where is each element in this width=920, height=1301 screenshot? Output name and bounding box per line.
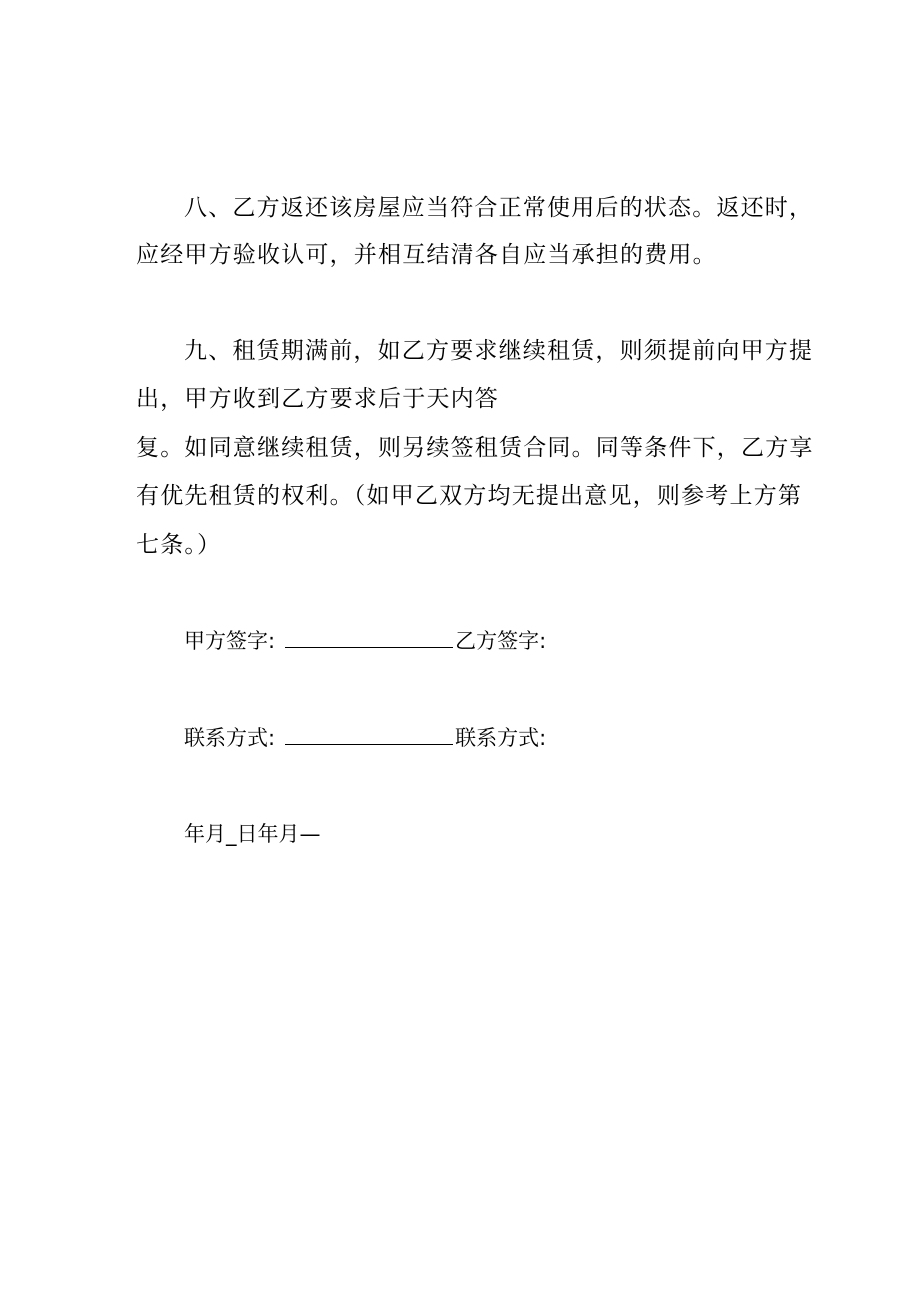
clause-9-line-2: 出，甲方收到乙方要求后于天内答	[136, 386, 499, 412]
clause-9-line-1: 九、租赁期满前，如乙方要求继续租赁，则须提前向甲方提	[184, 338, 814, 364]
contact-row	[184, 723, 546, 753]
party-b-signature-label: 乙方签字:	[455, 629, 547, 653]
clause-8-line-1: 八、乙方返还该房屋应当符合正常使用后的状态。返还时，	[184, 195, 814, 221]
date-row	[184, 819, 321, 849]
party-a-signature-blank[interactable]	[285, 629, 453, 648]
date-line: 年月_日年月—	[184, 822, 321, 846]
clause-8-line-2: 应经甲方验收认可，并相互结清各自应当承担的费用。	[136, 242, 717, 268]
clause-9-line-3: 复。如同意继续租赁，则另续签租赁合同。同等条件下，乙方享	[136, 435, 814, 461]
party-a-contact-blank[interactable]	[285, 726, 453, 745]
clause-9-line-5: 七条。）	[136, 532, 222, 558]
signature-row	[184, 626, 546, 656]
party-a-contact-label: 联系方式:	[184, 726, 276, 750]
party-a-signature-label: 甲方签字:	[184, 629, 276, 653]
party-b-contact-label: 联系方式:	[455, 726, 547, 750]
clause-9-line-4: 有优先租赁的权利。（如甲乙双方均无提出意见，则参考上方第	[136, 483, 803, 509]
